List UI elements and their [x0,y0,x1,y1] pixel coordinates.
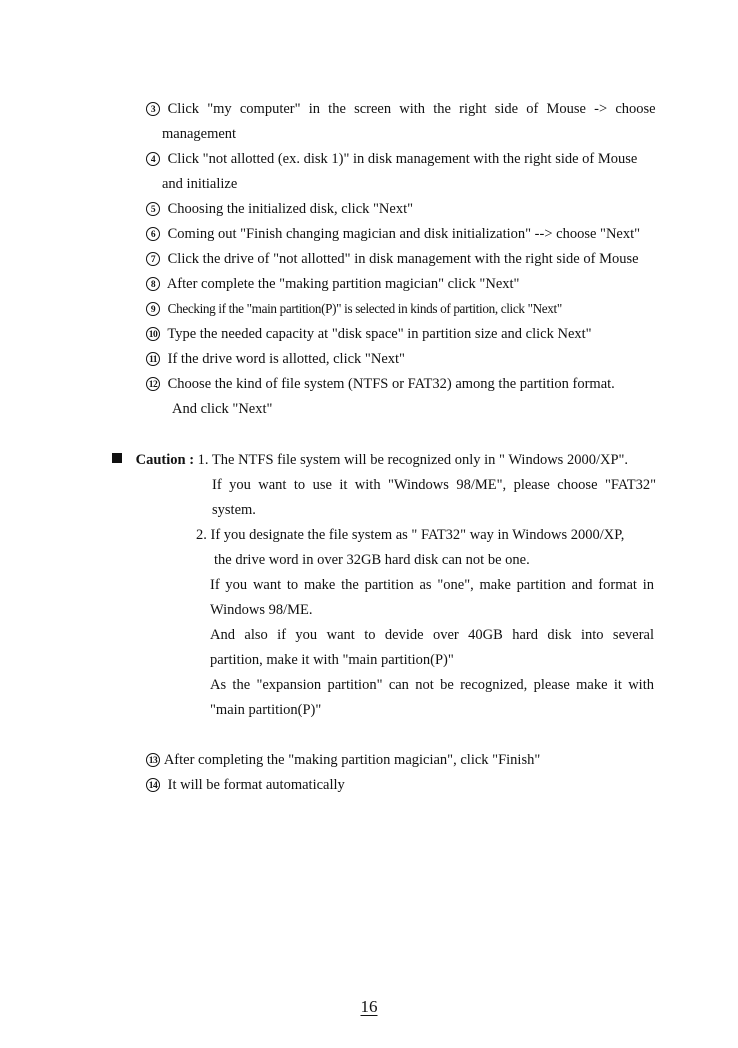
circled-number-icon: 14 [146,778,160,792]
caution-heading [112,451,628,469]
caution-label: Caution : [135,452,195,468]
square-bullet-icon [112,453,122,463]
page-number-text: 16 [360,997,378,1016]
caution-text: partition, make it with "main partition(P)" [210,652,454,668]
step-12-continued: And click "Next" [172,401,273,417]
caution-text: If you want to use it with "Windows 98/ME", please choose "FAT32" [212,477,656,493]
step-9 [146,300,562,318]
circled-number-icon: 4 [146,152,160,166]
step-6 [146,225,640,243]
step-text: Click "my computer" in the screen with the right side of Mouse -> choose [167,101,656,117]
step-7 [146,250,639,268]
step-text: Coming out "Finish changing magician and disk initialization" --> choose "Next" [167,226,641,242]
circled-number-icon: 8 [146,277,160,291]
step-5 [146,200,413,218]
step-text: After completing the "making partition magician", click "Finish" [163,752,541,768]
circled-number-icon: 6 [146,227,160,241]
caution-item-2: 2. If you designate the file system as " FAT32" way in Windows 2000/XP, [196,527,625,543]
step-text: Choosing the initialized disk, click "Next" [167,201,414,217]
circled-number-icon: 10 [146,327,160,341]
caution-text: Windows 98/ME. [210,602,313,618]
circled-number-icon: 12 [146,377,160,391]
caution-item-1: 1. The NTFS file system will be recognized only in " Windows 2000/XP". [197,452,629,468]
step-3-continued: management [162,126,237,142]
step-text: After complete the "making partition magician" click "Next" [166,276,520,292]
caution-text: If you want to make the partition as "one", make partition and format in [210,577,654,593]
step-text: It will be format automatically [167,777,345,793]
caution-text: system. [212,502,256,518]
step-4-continued: and initialize [162,176,238,192]
caution-text: And also if you want to devide over 40GB hard disk into several [210,627,654,643]
step-14 [146,776,345,794]
step-text: Click "not allotted (ex. disk 1)" in disk management with the right side of Mouse [167,151,638,167]
caution-text: the drive word in over 32GB hard disk can not be one. [214,552,530,568]
step-12 [146,375,615,393]
caution-text: "main partition(P)" [210,702,322,718]
step-text: If the drive word is allotted, click "Next" [167,351,405,367]
step-3 [146,100,656,118]
page-number [0,997,738,1017]
circled-number-icon: 3 [146,102,160,116]
step-11 [146,350,405,368]
step-text: Checking if the "main partition(P)" is selected in kinds of partition, click "Next" [167,301,562,316]
step-text: Type the needed capacity at "disk space" in partition size and click Next" [167,326,592,342]
caution-text: As the "expansion partition" can not be recognized, please make it with [210,677,654,693]
circled-number-icon: 7 [146,252,160,266]
step-4 [146,150,637,168]
step-text: Choose the kind of file system (NTFS or FAT32) among the partition format. [167,376,615,392]
circled-number-icon: 5 [146,202,160,216]
circled-number-icon: 11 [146,352,160,366]
step-13 [146,751,540,769]
step-text: Click the drive of "not allotted" in disk management with the right side of Mouse [167,251,639,267]
step-8 [146,275,519,293]
circled-number-icon: 13 [146,753,160,767]
step-10 [146,325,592,343]
circled-number-icon: 9 [146,302,160,316]
